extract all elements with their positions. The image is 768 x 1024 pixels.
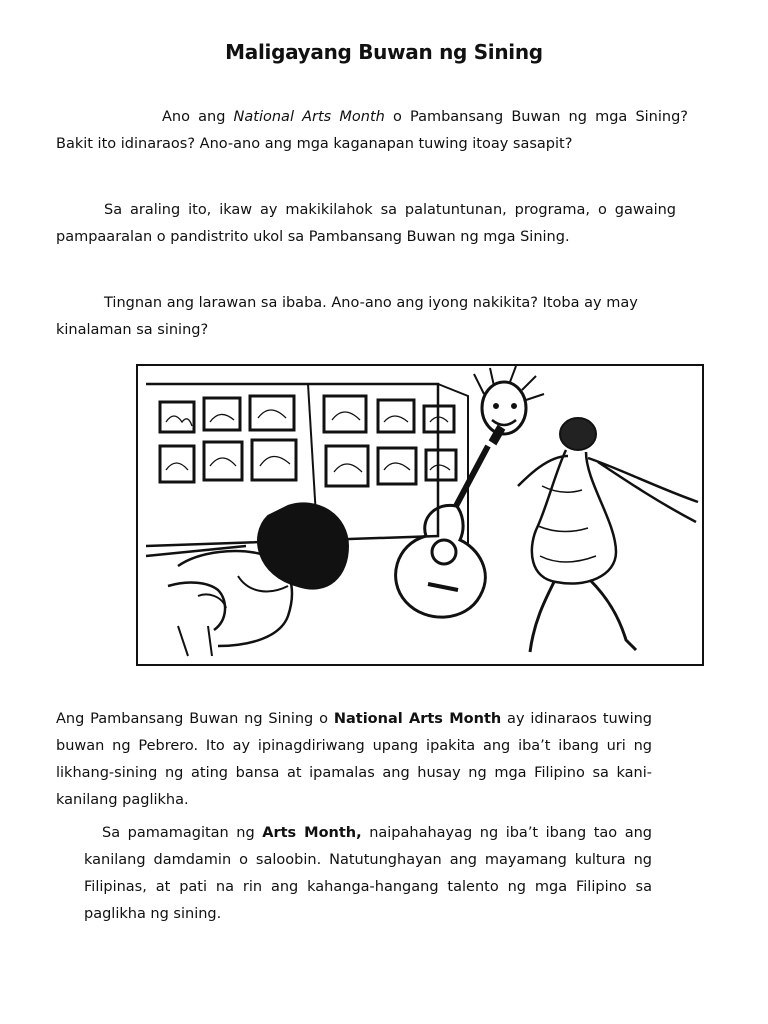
arts-illustration	[136, 364, 704, 666]
intro-text-start: Ano ang	[162, 109, 234, 125]
intro-emphasis: National Arts Month	[233, 109, 385, 125]
arts-month-text-start: Ang Pambansang Buwan ng Sining o	[56, 711, 334, 727]
page-title: Maligayang Buwan ng Sining	[225, 40, 543, 64]
intro-text-end: o Pambansang Buwan ng mga Sining? Bakit ito idinaraos? Ano-ano ang mga kaganapan tuwing itoay sasapit?	[56, 109, 688, 152]
instruction-paragraph: Tingnan ang larawan sa ibaba. Ano-ano ang iyong nakikita? Itoba ay may kinalaman sa sining?	[56, 295, 638, 338]
arts-month-illustration-icon	[138, 366, 702, 664]
arts-month-bold: National Arts Month	[333, 711, 502, 727]
closing-bold: Arts Month,	[262, 825, 362, 841]
closing-text-end: naipahahayag ng iba’t ibang tao ang kanilang damdamin o saloobin. Natutunghayan ang mayamang kultura ng Filipinas, at pati na rin ang kahanga-hangang talento ng mga Filipino sa paglikha ng sining.	[84, 825, 652, 922]
lesson-paragraph: Sa araling ito, ikaw ay makikilahok sa palatuntunan, programa, o gawaing pampaaralan o pandistrito ukol sa Pambansang Buwan ng mga Sining.	[56, 202, 676, 245]
closing-text-start: Sa pamamagitan ng	[102, 825, 263, 841]
intro-paragraph	[56, 104, 688, 158]
arts-month-text-end: ay idinaraos tuwing buwan ng Pebrero. Ito ay ipinagdiriwang upang ipakita ang iba’t ibang uri ng likhang-sining ng ating bansa at ipamalas ang husay ng mga Filipino sa kani-kanilang paglikha.	[56, 711, 652, 808]
closing-paragraph	[84, 820, 652, 928]
arts-month-paragraph	[56, 706, 652, 814]
